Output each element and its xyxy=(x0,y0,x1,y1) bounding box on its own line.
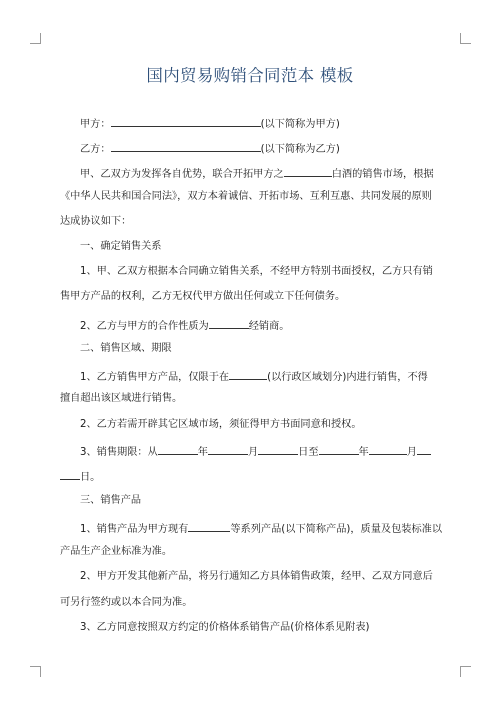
corner-mark-bottom-left xyxy=(30,666,41,677)
intro-line-1 xyxy=(80,165,470,182)
party-b-suffix: (以下简称为乙方) xyxy=(260,144,340,155)
corner-mark-top-left xyxy=(30,33,41,44)
end-day-blank-b[interactable] xyxy=(60,468,80,480)
s1-p1-line-1: 1、甲、乙双方根据本合同确立销售关系，不经甲方特别书面授权，乙方只有销 xyxy=(80,266,433,277)
s3-p1-line-2: 产品生产企业标准为准。 xyxy=(60,546,173,557)
start-month-blank[interactable] xyxy=(208,443,248,455)
term-day-to-label: 日至 xyxy=(298,447,319,458)
term-year2-label: 年 xyxy=(358,447,369,458)
section-3-heading: 三、销售产品 xyxy=(80,495,142,506)
document-title: 国内贸易购销合同范本 模板 xyxy=(146,66,354,85)
end-month-blank[interactable] xyxy=(369,443,407,455)
end-day-blank-a[interactable] xyxy=(417,443,431,455)
s2-p2-line: 2、乙方若需开辟其它区域市场，须征得甲方书面同意和授权。 xyxy=(80,419,362,430)
intro-line-2: 《中华人民共和国合同法》，双方本着诚信、开拓市场、互利互惠、共同发展的原则 xyxy=(60,191,432,202)
s2-p1-line-1 xyxy=(80,368,470,385)
party-a-suffix: (以下简称为甲方) xyxy=(260,119,340,130)
s3-p2-line-2: 可另行签约或以本合同为准。 xyxy=(60,597,193,608)
term-month-label: 月 xyxy=(247,447,259,458)
start-year-blank[interactable] xyxy=(158,443,198,455)
s3-p1-text-2: 等系列产品(以下简称产品)，质量及包装标准以 xyxy=(230,524,443,535)
region-blank[interactable] xyxy=(229,368,267,380)
s3-p1-text-1: 1、销售产品为甲方现有 xyxy=(80,524,189,535)
corner-mark-top-right xyxy=(460,33,471,44)
s2-p1-line-2: 擅自超出该区域进行销售。 xyxy=(60,393,183,404)
start-day-blank[interactable] xyxy=(258,443,298,455)
cooperation-type-blank[interactable] xyxy=(209,317,249,329)
party-b-label: 乙方： xyxy=(80,144,111,155)
s1-p1-line-2: 售甲方产品的权利，乙方无权代甲方做出任何或立下任何债务。 xyxy=(60,291,346,302)
party-b-line xyxy=(80,140,470,157)
s3-p3-line: 3、乙方同意按照双方约定的价格体系销售产品(价格体系见附表) xyxy=(80,622,370,633)
party-a-blank[interactable] xyxy=(111,115,261,127)
product-blank[interactable] xyxy=(284,165,332,177)
s1-p2-text-1: 2、乙方与甲方的合作性质为 xyxy=(80,321,209,332)
s3-p1-line-1 xyxy=(80,520,470,537)
corner-mark-bottom-right xyxy=(460,666,471,677)
end-year-blank[interactable] xyxy=(319,443,359,455)
s2-p1-text-1: 1、乙方销售甲方产品，仅限于在 xyxy=(80,372,230,383)
party-a-label: 甲方： xyxy=(80,119,111,130)
intro-text-1: 甲、乙双方为发挥各自优势，联合开拓甲方之 xyxy=(80,169,284,180)
section-1-heading: 一、确定销售关系 xyxy=(80,241,162,252)
s1-p2-text-2: 经销商。 xyxy=(248,321,290,332)
product-series-blank[interactable] xyxy=(188,520,230,532)
intro-text-2: 白酒的销售市场，根据 xyxy=(331,169,434,180)
term-year-label: 年 xyxy=(197,447,208,458)
party-b-blank[interactable] xyxy=(111,140,261,152)
s2-p1-text-2: (以行政区域划分)内进行销售，不得 xyxy=(267,372,428,383)
section-2-heading: 二、销售区域、期限 xyxy=(80,343,172,354)
term-day-end-label: 日。 xyxy=(80,472,101,483)
term-month2-label: 月 xyxy=(406,447,417,458)
term-prefix: 3、销售期限：从 xyxy=(80,447,158,458)
s2-p3-line-1 xyxy=(80,443,470,460)
s1-p2-line xyxy=(80,317,470,334)
s3-p2-line-1: 2、甲方开发其他新产品，将另行通知乙方具体销售政策，经甲、乙双方同意后 xyxy=(80,571,433,582)
intro-line-3: 达成协议如下： xyxy=(60,216,132,227)
s2-p3-line-2 xyxy=(60,468,450,485)
party-a-line xyxy=(80,115,470,132)
